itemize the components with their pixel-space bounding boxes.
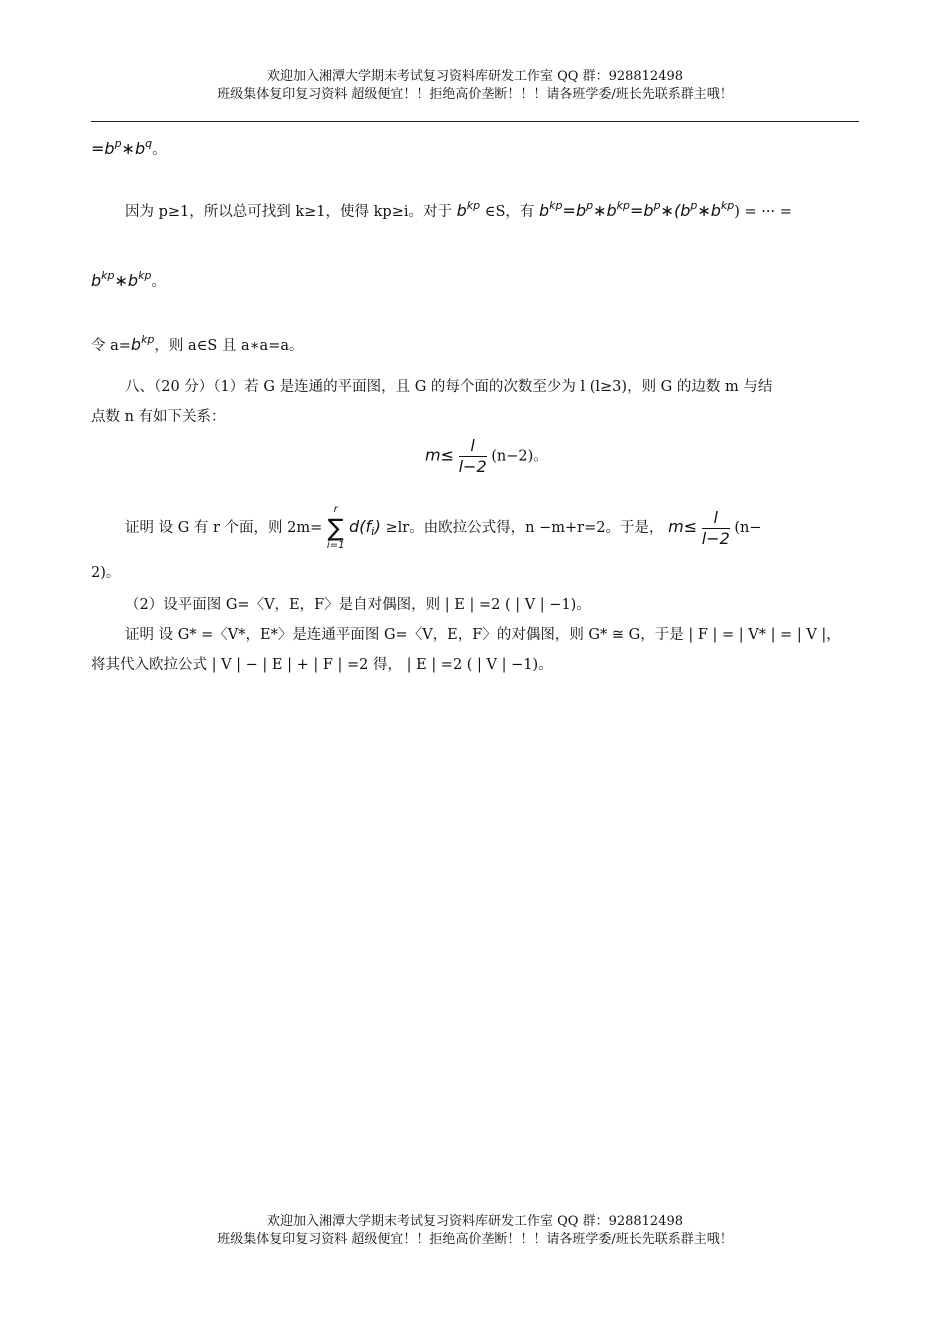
proof-1-line-1: 证明 设 G 有 r 个面，则 2m= r ∑ i=1 $d(f_i) \ge lr$。由欧拉公式得，n −m+r=2。于是， m≤ $\frac{l}{l-2}$ (n− <box>125 504 762 551</box>
paragraph-1-text: 因为 p≥1，所以总可找到 k≥1，使得 kp≥i。对于 <box>125 204 452 220</box>
proof-1-fraction: $\frac{l}{l-2}$ <box>701 507 730 548</box>
header-line-2: 班级集体复印复习资料 超级便宜！！拒绝高价垄断！！！请各班学委/班长先联系群主哦！ <box>217 87 733 102</box>
footer-line-1: 欢迎加入湘潭大学期末考试复习资料库研发工作室 QQ 群：928812498 <box>266 1214 684 1229</box>
sigma-icon: ∑ <box>327 514 344 542</box>
proof-2-line-2: 将其代入欧拉公式 | V | − | E | + | F | =2 得， | E | =2 ( | V | −1)。 <box>91 657 553 673</box>
header-rule <box>91 121 859 122</box>
paragraph-1-line-1: 因为 p≥1，所以总可找到 k≥1，使得 kp≥i。对于 $b^{kp}$ ∈S，有 $b^{kp}=b^p∗b^{kp}=b^p∗(b^p∗b^{kp})$ = ··· = <box>125 199 792 220</box>
paragraph-2-pre: 令 a= <box>91 338 131 354</box>
fraction-numerator: l <box>459 436 487 457</box>
part-2-statement: （2）设平面图 G=〈V，E，F〉是自对偶图，则 | E | =2 ( | V | −1)。 <box>125 597 591 613</box>
fraction-denominator: l−2 <box>458 457 487 476</box>
page-footer <box>0 1213 950 1249</box>
sum-term-close: ) <box>374 517 381 536</box>
header-line-1: 欢迎加入湘潭大学期末考试复习资料库研发工作室 QQ 群：928812498 <box>266 69 684 84</box>
inequality-left: m≤ <box>425 445 454 465</box>
proof-1-pre: 证明 设 G 有 r 个面，则 2m= <box>125 520 323 536</box>
proof-1-end: (n− <box>734 520 762 536</box>
sum-upper: r <box>333 504 338 515</box>
paragraph-2: 令 $a=b^{kp}$，则 a∈S 且 a∗a=a。 <box>91 333 304 354</box>
footer-line-2: 班级集体复印复习资料 超级便宜！！拒绝高价垄断！！！请各班学委/班长先联系群主哦！ <box>217 1232 733 1247</box>
page-header <box>0 68 950 104</box>
sum-term: d(f <box>349 517 372 536</box>
paragraph-2-post: ，则 a∈S 且 a∗a=a。 <box>154 338 304 354</box>
inequality-right: (n−2)。 <box>491 448 548 465</box>
proof-2-line-1: 证明 设 G* =〈V*，E*〉是连通平面图 G=〈V，E，F〉的对偶图，则 G* ≅ G，于是 | F | = | V* | = | V |， <box>125 627 841 643</box>
inequality-fraction <box>459 436 487 477</box>
paragraph-1-set: ∈S，有 <box>484 204 535 220</box>
equation-first: $=b^p∗b^q$。 <box>91 137 167 158</box>
sum-term-sub: i <box>371 525 375 538</box>
proof-1-mid: ≥lr。由欧拉公式得，n −m+r=2。于是， <box>385 520 664 536</box>
paragraph-1-cont: 。 <box>151 274 166 290</box>
inequality-display <box>425 436 548 477</box>
sum-lower: i=1 <box>326 540 345 551</box>
question-8-line-2: 点数 n 有如下关系： <box>91 409 226 425</box>
summation <box>327 504 345 552</box>
paragraph-1-chain-end: ) = ··· = <box>734 204 792 220</box>
proof-1-line-2: 2)。 <box>91 565 121 581</box>
paragraph-1-line-2: $b^{kp}∗b^{kp}$。 <box>91 269 166 290</box>
question-8-line-1: 八、（20 分）（1）若 G 是连通的平面图，且 G 的每个面的次数至少为 l (l≥3)，则 G 的边数 m 与结 <box>125 379 773 395</box>
